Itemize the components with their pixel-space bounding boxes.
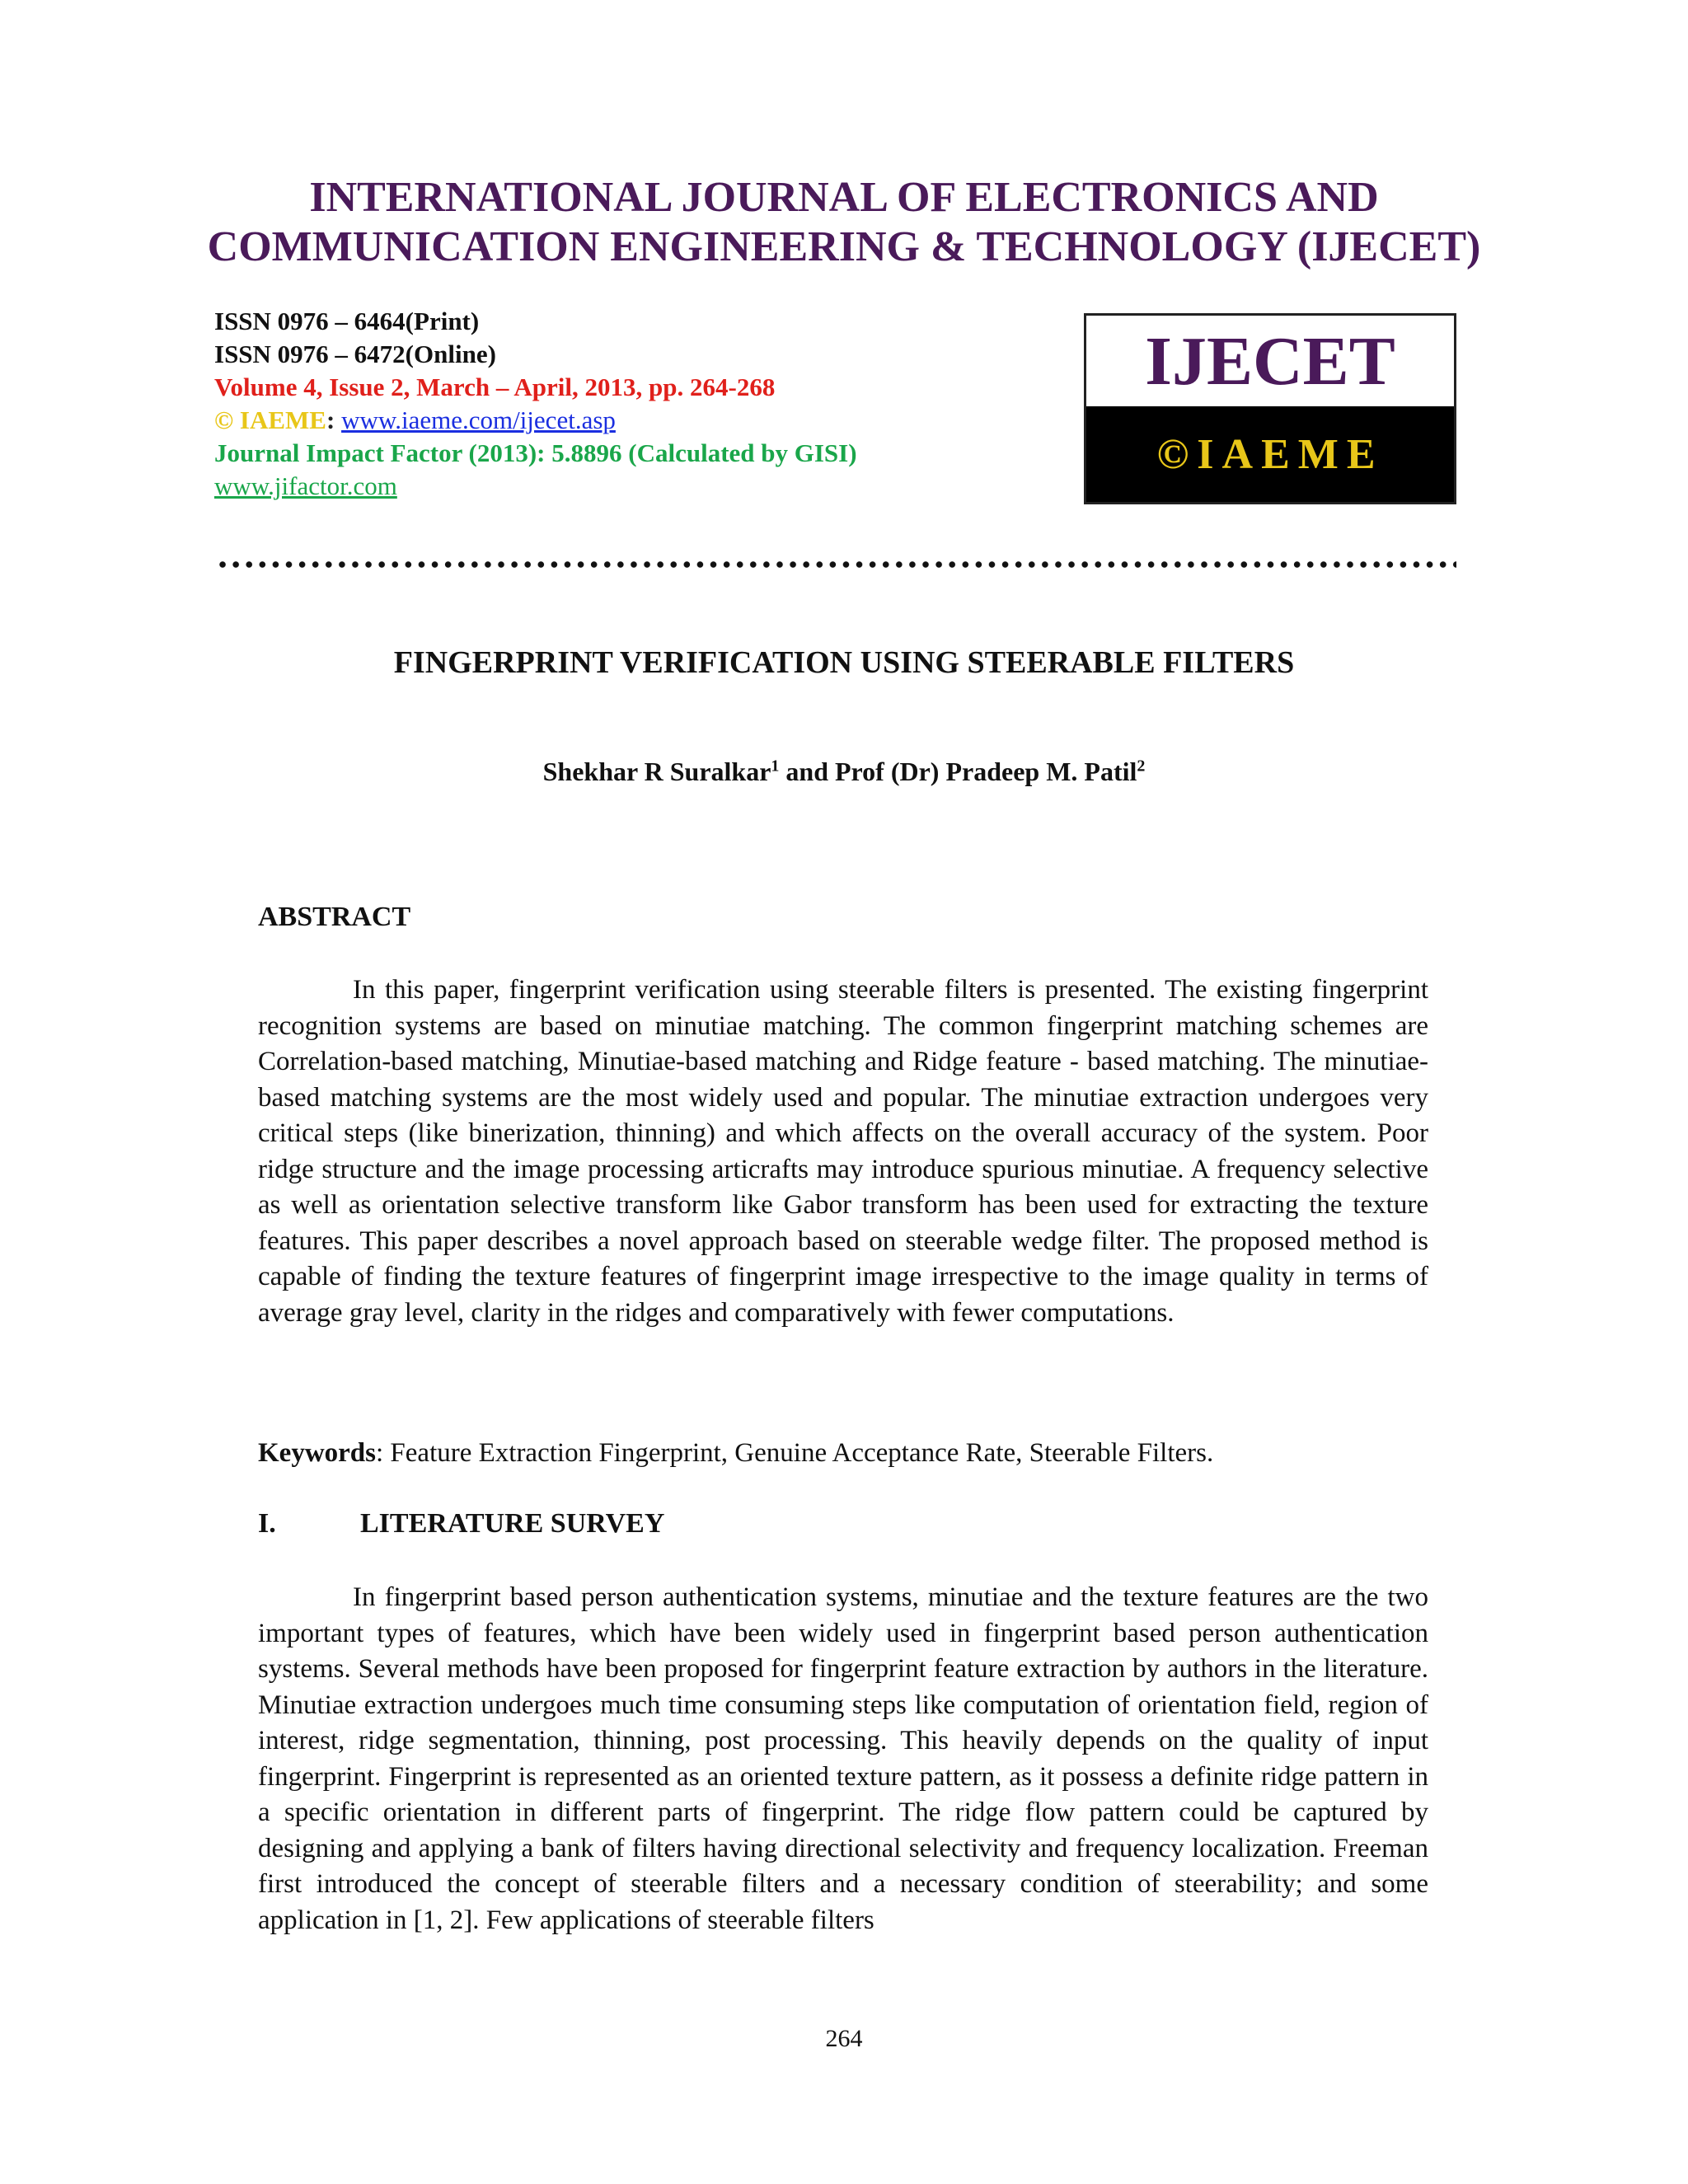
author-2: Prof (Dr) Pradeep M. Patil [835, 757, 1137, 786]
journal-title [0, 173, 1688, 272]
logo-ijecet-text: IJECET [1086, 316, 1454, 406]
section-1-body [258, 1580, 1428, 1938]
author-line [0, 757, 1688, 787]
section-1-title: LITERATURE SURVEY [360, 1508, 665, 1539]
keywords-line [258, 1436, 1428, 1472]
author-1: Shekhar R Suralkar [542, 757, 771, 786]
iaeme-separator: : [326, 405, 342, 434]
abstract-text: In this paper, fingerprint verification using steerable filters is presented. The existing fingerprint recognition systems are based on minutiae matching. The common fingerprint matching schemes are Correlation-based matching, Minutiae-based matching and Ridge feature - based matching. The minutiae-based matching systems are the most widely used and popular. The minutiae extraction undergoes very critical steps (like binerization, thinning) and which affects on the overall accuracy of the system. Poor ridge structure and the image processing articrafts may introduce spurious minutiae. A frequency selective as well as orientation selective transform like Gabor transform has been used for extracting the texture features. This paper describes a novel approach based on steerable wedge filter. The proposed method is capable of finding the texture features of fingerprint image irrespective to the image quality in terms of average gray level, clarity in the ridges and comparatively with fewer computations. [258, 975, 1428, 1328]
iaeme-mark: © IAEME [214, 405, 326, 434]
issn-online: ISSN 0976 – 6472(Online) [214, 340, 496, 368]
iaeme-url-link[interactable]: www.iaeme.com/ijecet.asp [341, 405, 616, 434]
jif-line [214, 470, 857, 503]
author-2-affiliation: 2 [1137, 757, 1146, 776]
volume-info: Volume 4, Issue 2, March – April, 2013, pp. 264-268 [214, 373, 776, 401]
logo-iaeme-text: ©IAEME [1086, 406, 1454, 502]
journal-title-line1: INTERNATIONAL JOURNAL OF ELECTRONICS AND [309, 174, 1379, 221]
impact-factor: Journal Impact Factor (2013): 5.8896 (Calculated by GISI) [214, 438, 857, 467]
author-1-affiliation: 1 [771, 757, 780, 776]
iaeme-line [214, 404, 857, 437]
page-number: 264 [825, 2025, 863, 2052]
abstract-heading: ABSTRACT [258, 902, 411, 932]
section-1-heading [258, 1508, 664, 1540]
journal-metadata [214, 305, 857, 503]
paper-title: FINGERPRINT VERIFICATION USING STEERABLE FILTERS [393, 645, 1295, 680]
keywords-text: : Feature Extraction Fingerprint, Genuine Acceptance Rate, Steerable Filters. [376, 1438, 1214, 1468]
keywords-label: Keywords [258, 1438, 376, 1468]
journal-title-line2: COMMUNICATION ENGINEERING & TECHNOLOGY (IJECET) [207, 223, 1481, 270]
section-1-text: In fingerprint based person authentication systems, minutiae and the texture features are the two important types of features, which have been widely used in fingerprint based person authentication systems. Several methods have been proposed for fingerprint feature extraction by authors in the literature. Minutiae extraction undergoes much time consuming steps like computation of orientation field, region of interest, ridge segmentation, thinning, post processing. This heavily depends on the quality of input fingerprint. Fingerprint is represented as an oriented texture pattern, as it possess a definite ridge pattern in a specific orientation in different parts of fingerprint. The ridge flow pattern could be captured by designing and applying a bank of filters having directional selectivity and frequency localization. Freeman first introduced the concept of steerable filters and a necessary condition of steerability; and some application in [1, 2]. Few applications of steerable filters [258, 1582, 1428, 1935]
dotted-divider [216, 560, 1456, 569]
author-conjunction: and [779, 757, 835, 786]
issn-print: ISSN 0976 – 6464(Print) [214, 307, 480, 335]
jifactor-link[interactable]: www.jifactor.com [214, 471, 397, 500]
journal-logo [1084, 313, 1456, 504]
section-1-number: I. [258, 1508, 276, 1539]
abstract-body [258, 972, 1428, 1331]
